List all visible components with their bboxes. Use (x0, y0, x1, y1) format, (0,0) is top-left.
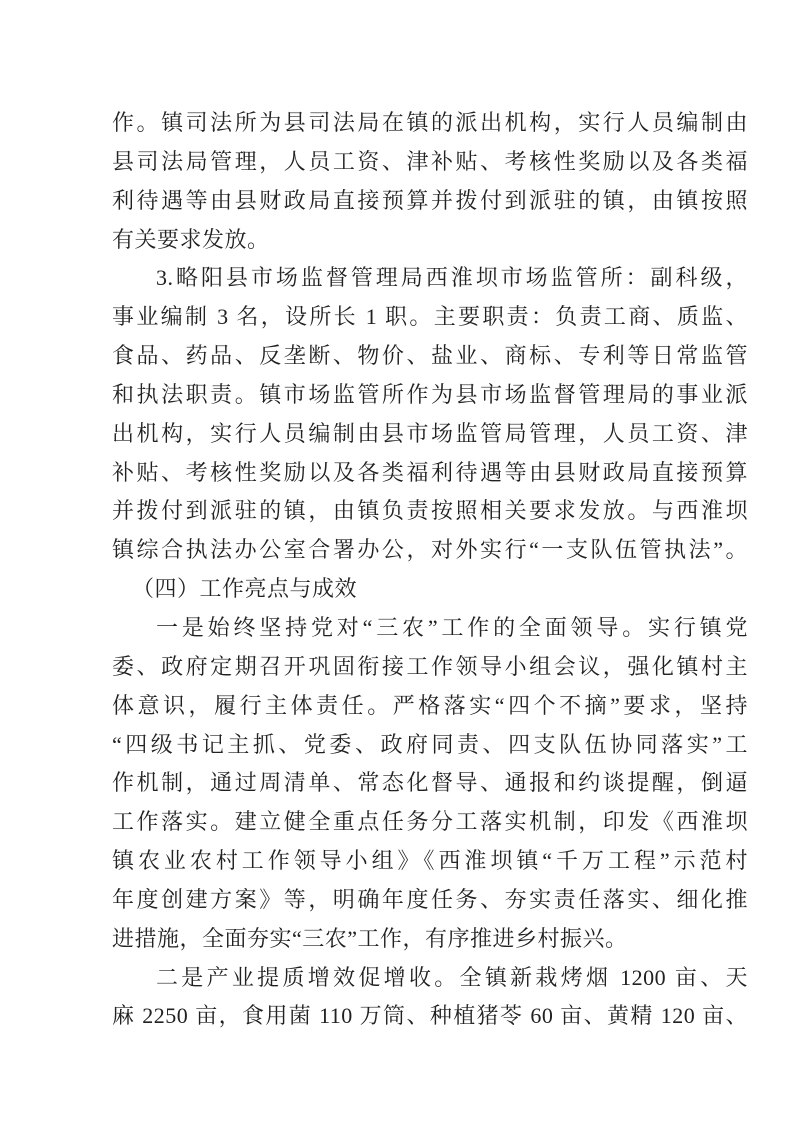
text-line: 作机制，通过周清单、常态化督导、通报和约谈提醒，倒逼 (112, 770, 748, 796)
text-line: 作。镇司法所为县司法局在镇的派出机构，实行人员编制由 (112, 110, 748, 135)
text-line: 委、政府定期召开巩固衔接工作领导小组会议，强化镇村主 (112, 653, 748, 679)
text-line: 补贴、考核性奖励以及各类福利待遇等由县财政局直接预算 (112, 459, 748, 485)
text-line: 一是始终坚持党对“三农”工作的全面领导。实行镇党 (156, 614, 748, 640)
text-line: 镇综合执法办公室合署办公，对外实行“一支队伍管执法”。 (112, 537, 748, 563)
text-line: 体意识，履行主体责任。严格落实“四个不摘”要求，坚持 (112, 692, 748, 718)
text-line: 3.略阳县市场监督管理局西淮坝市场监管所：副科级， (156, 265, 748, 291)
text-line: 事业编制 3 名，设所长 1 职。主要职责：负责工商、质监、 (112, 304, 748, 330)
text-line: 镇农业农村工作领导小组》《西淮坝镇“千万工程”示范村 (112, 848, 748, 874)
text-line: 年度创建方案》等，明确年度任务、夯实责任落实、细化推 (112, 886, 748, 912)
text-line: 麻 2250 亩，食用菌 110 万筒、种植猪苓 60 亩、黄精 120 亩、 (112, 1003, 748, 1029)
text-line: 有关要求发放。 (112, 226, 270, 252)
text-line: 进措施，全面夯实“三农”工作，有序推进乡村振兴。 (112, 925, 628, 951)
text-line: 工作落实。建立健全重点任务分工落实机制，印发《西淮坝 (112, 809, 748, 835)
text-line: 食品、药品、反垄断、物价、盐业、商标、专利等日常监管 (112, 343, 748, 369)
text-line: 二是产业提质增效促增收。全镇新栽烤烟 1200 亩、天 (156, 964, 748, 990)
text-line: 并拨付到派驻的镇，由镇负责按照相关要求发放。与西淮坝 (112, 498, 748, 524)
text-line: 县司法局管理，人员工资、津补贴、考核性奖励以及各类福 (112, 148, 748, 174)
text-column (112, 104, 748, 1036)
text-line: 利待遇等由县财政局直接预算并拨付到派驻的镇，由镇按照 (112, 187, 748, 213)
text-line: 和执法职责。镇市场监管所作为县市场监督管理局的事业派 (112, 381, 748, 407)
text-line: 出机构，实行人员编制由县市场监管局管理，人员工资、津 (112, 420, 748, 446)
section-heading: （四）工作亮点与成效 (132, 576, 358, 602)
text-line: “四级书记主抓、党委、政府同责、四支队伍协同落实”工 (112, 731, 748, 757)
